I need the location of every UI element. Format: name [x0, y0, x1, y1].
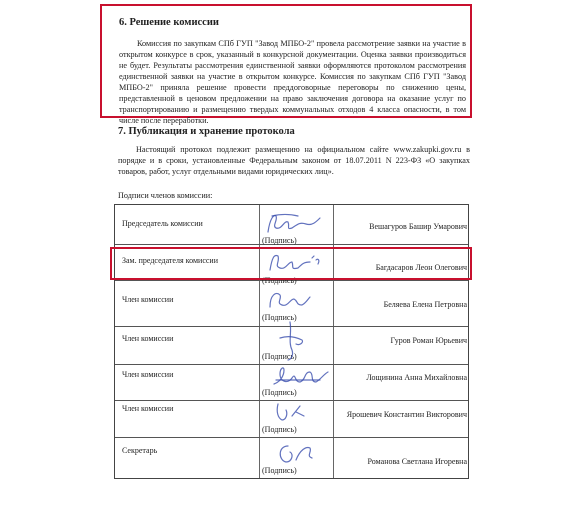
signatures-caption: Подписи членов комиссии:	[118, 191, 213, 200]
signature-role: Член комиссии	[122, 404, 174, 413]
signature-role: Член комиссии	[122, 295, 174, 304]
signature-podpis-label: (Подпись)	[262, 388, 297, 397]
section7-paragraph: Настоящий протокол подлежит размещению на официальном сайте www.zakupki.gov.ru в порядке и в сроки, установленные Федеральным законом от 18.07.2011 N 223-ФЗ «О закупках товаров, работ, услуг отдельными видами юридических лиц».	[118, 145, 470, 176]
signature-member-name: Вешагуров Башир Умарович	[369, 222, 467, 231]
handwritten-signature	[270, 398, 320, 426]
section6-heading: 6. Решение комиссии	[119, 17, 219, 28]
deputy-chair-highlight-box	[110, 247, 472, 280]
signature-role: Председатель комиссии	[122, 219, 203, 228]
handwritten-signature	[262, 208, 322, 238]
signature-role: Член комиссии	[122, 370, 174, 379]
handwritten-signature	[264, 287, 314, 313]
signature-member-name: Романова Светлана Игоревна	[367, 457, 467, 466]
handwritten-signature	[272, 440, 322, 468]
signature-podpis-label: (Подпись)	[262, 425, 297, 434]
signature-member-name: Ярошевич Константин Викторович	[346, 410, 467, 419]
signature-member-name: Гуров Роман Юрьевич	[390, 336, 467, 345]
section6-paragraph: Комиссия по закупкам СПб ГУП "Завод МПБО-2" провела рассмотрение заявки на участие в открытом конкурсе в срок, указанный в конкурсной документации. Оценка заявки производиться не будет. Результаты рассмотрения единственной заявки оформляются протоколом рассмотрения единственной заявки на участие в открытом конкурсе. Комиссия по закупкам СПб ГУП "Завод МПБО-2" приняла решение провести преддоговорные переговоры по снижению цены, представленной в ценовом предложении на право заключения договора на оказание услуг по транспортированию и размещению твердых коммунальных отходов 4 класса опасности, в том числе после переработки.	[119, 39, 466, 125]
signature-podpis-label: (Подпись)	[262, 236, 297, 245]
signature-podpis-label: (Подпись)	[262, 352, 297, 361]
signature-member-name: Лощинина Анна Михайловна	[366, 373, 467, 382]
signature-role: Зам. председателя комиссии	[122, 256, 218, 265]
signature-role: Секретарь	[122, 446, 158, 455]
signature-podpis-label: (Подпись)	[262, 466, 297, 475]
table-row-divider	[115, 437, 468, 438]
signature-member-name: Багдасаров Леон Олегович	[375, 263, 467, 272]
handwritten-signature	[270, 318, 310, 362]
signature-role: Член комиссии	[122, 334, 174, 343]
signature-podpis-label: (Подпись)	[262, 313, 297, 322]
signature-podpis-label: (Подпись)	[262, 276, 297, 285]
handwritten-signature	[270, 360, 330, 390]
signature-member-name: Беляева Елена Петровна	[383, 300, 467, 309]
section7-heading: 7. Публикация и хранение протокола	[118, 126, 295, 137]
